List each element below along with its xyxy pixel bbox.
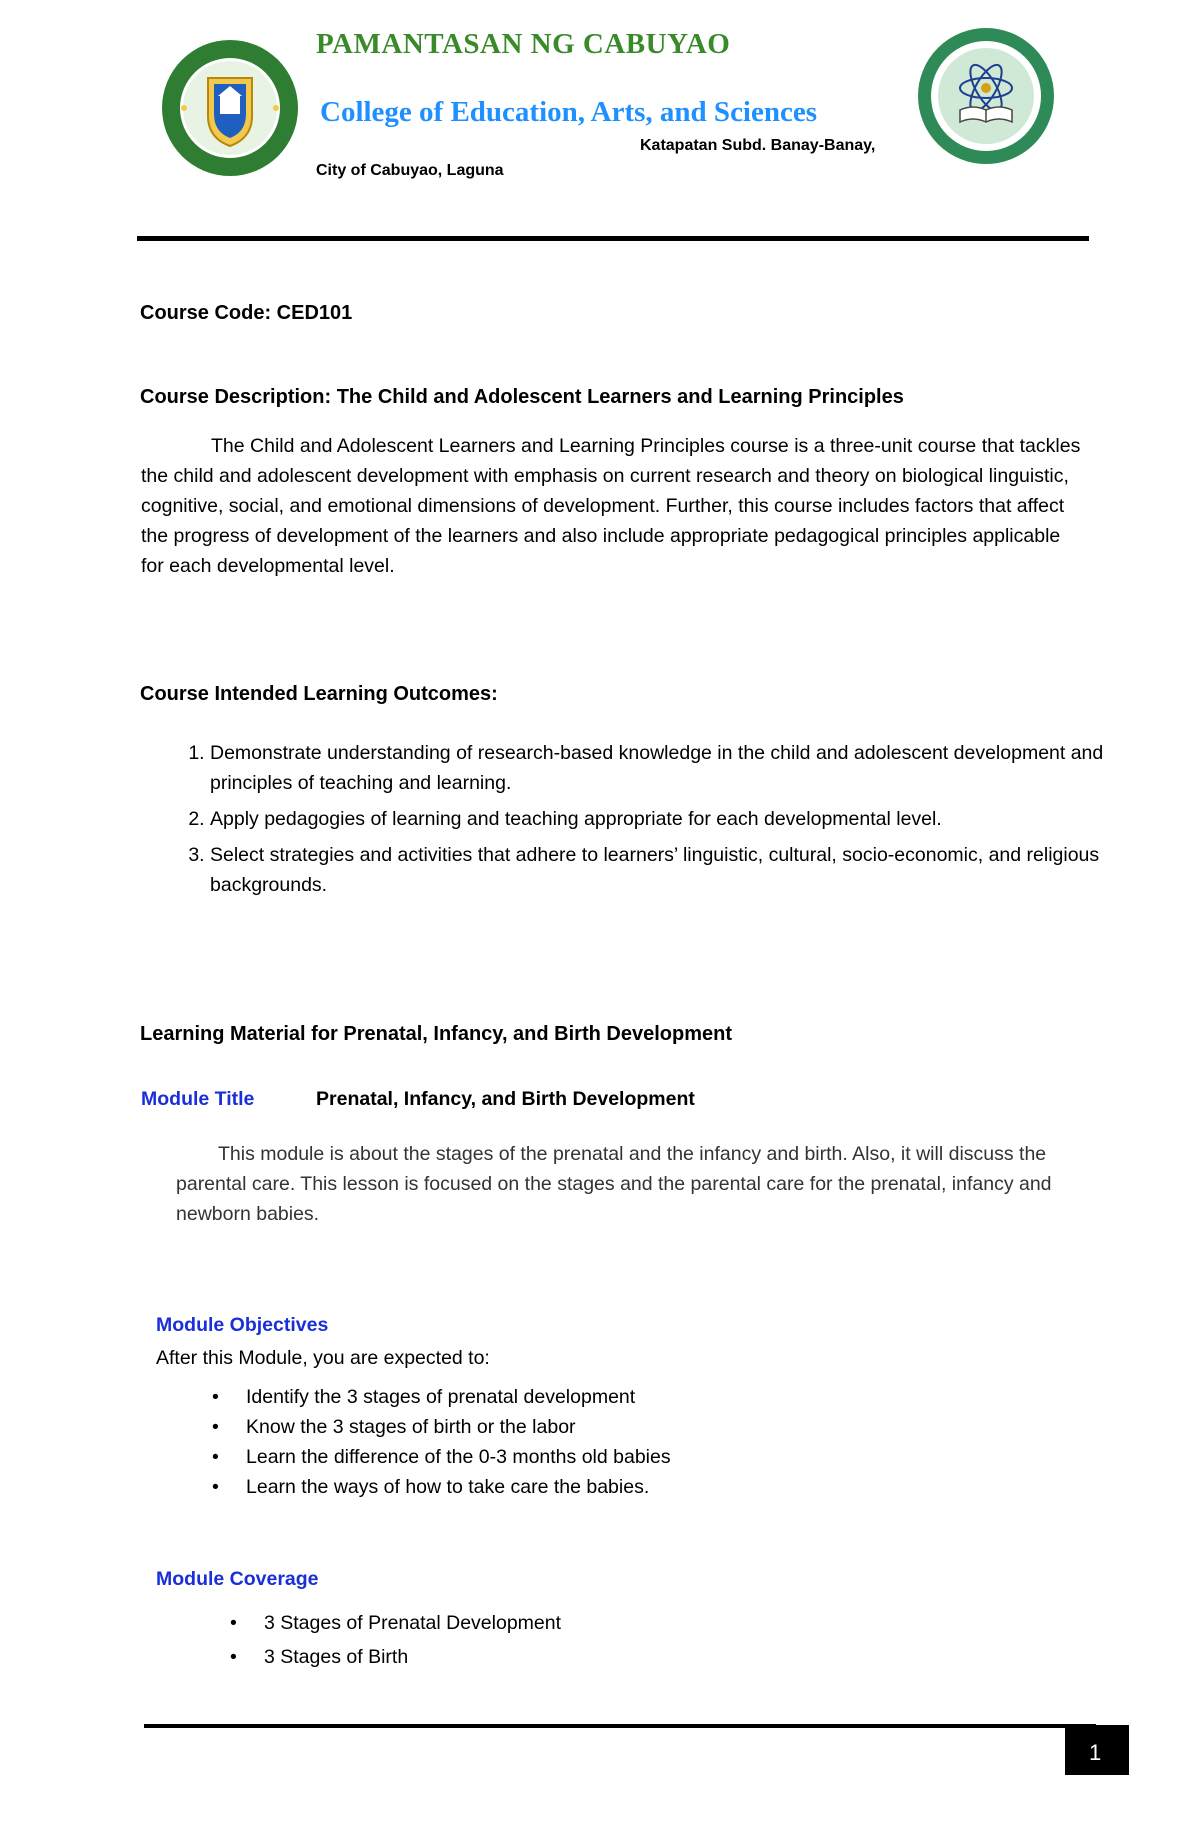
- module-title-value: Prenatal, Infancy, and Birth Development: [316, 1088, 695, 1110]
- learning-material-heading: Learning Material for Prenatal, Infancy, and Birth Development: [140, 1023, 732, 1045]
- list-item: • Learn the difference of the 0-3 months old babies: [156, 1442, 671, 1472]
- university-name: PAMANTASAN NG CABUYAO: [316, 28, 731, 60]
- course-code: Course Code: CED101: [140, 302, 353, 324]
- module-objectives-list: [156, 1382, 671, 1502]
- module-coverage-list: [156, 1606, 561, 1674]
- list-item: • Know the 3 stages of birth or the labor: [156, 1412, 671, 1442]
- list-item: • Identify the 3 stages of prenatal development: [156, 1382, 671, 1412]
- learning-outcomes-heading: Course Intended Learning Outcomes:: [140, 683, 498, 705]
- list-item: • 3 Stages of Birth: [156, 1640, 561, 1674]
- address-line-2: City of Cabuyao, Laguna: [316, 162, 504, 179]
- list-item: • 3 Stages of Prenatal Development: [156, 1606, 561, 1640]
- course-description-heading: Course Description: The Child and Adolescent Learners and Learning Principles: [140, 386, 904, 408]
- list-item: 1. Demonstrate understanding of research-based knowledge in the child and adolescent development and principles of teaching and learning.: [210, 738, 1160, 798]
- module-description: [176, 1139, 1076, 1229]
- footer-divider: [144, 1724, 1096, 1728]
- module-description-text: This module is about the stages of the prenatal and the infancy and birth. Also, it will discuss the parental care. This lesson is focused on the stages and the parental care for the prenatal, infancy and newborn babies.: [176, 1143, 1052, 1225]
- address-line-1: Katapatan Subd. Banay-Banay,: [640, 137, 876, 154]
- course-description-body: [141, 431, 1081, 581]
- list-item: 3. Select strategies and activities that adhere to learners’ linguistic, cultural, socio-economic, and religious backgrounds.: [210, 840, 1160, 900]
- list-item: • Learn the ways of how to take care the babies.: [156, 1472, 671, 1502]
- learning-outcomes-list: [140, 738, 1160, 900]
- course-description-text: The Child and Adolescent Learners and Learning Principles course is a three-unit course that tackles the child and adolescent development with emphasis on current research and theory on biological linguistic, cognitive, social, and emotional dimensions of development. Further, this course includes factors that affect the progress of development of the learners and also include appropriate pedagogical principles applicable for each developmental level.: [141, 435, 1081, 577]
- university-seal-icon: [160, 38, 300, 178]
- module-coverage-heading: Module Coverage: [156, 1568, 319, 1590]
- college-seal-icon: [916, 26, 1056, 166]
- list-item: 2. Apply pedagogies of learning and teaching appropriate for each developmental level.: [210, 804, 1160, 834]
- header-divider: [137, 236, 1089, 241]
- module-title-label: Module Title: [141, 1088, 255, 1110]
- college-name: College of Education, Arts, and Sciences: [320, 96, 818, 128]
- module-objectives-intro: After this Module, you are expected to:: [156, 1347, 490, 1369]
- module-objectives-heading: Module Objectives: [156, 1314, 329, 1336]
- page-number: 1: [1089, 1740, 1102, 1765]
